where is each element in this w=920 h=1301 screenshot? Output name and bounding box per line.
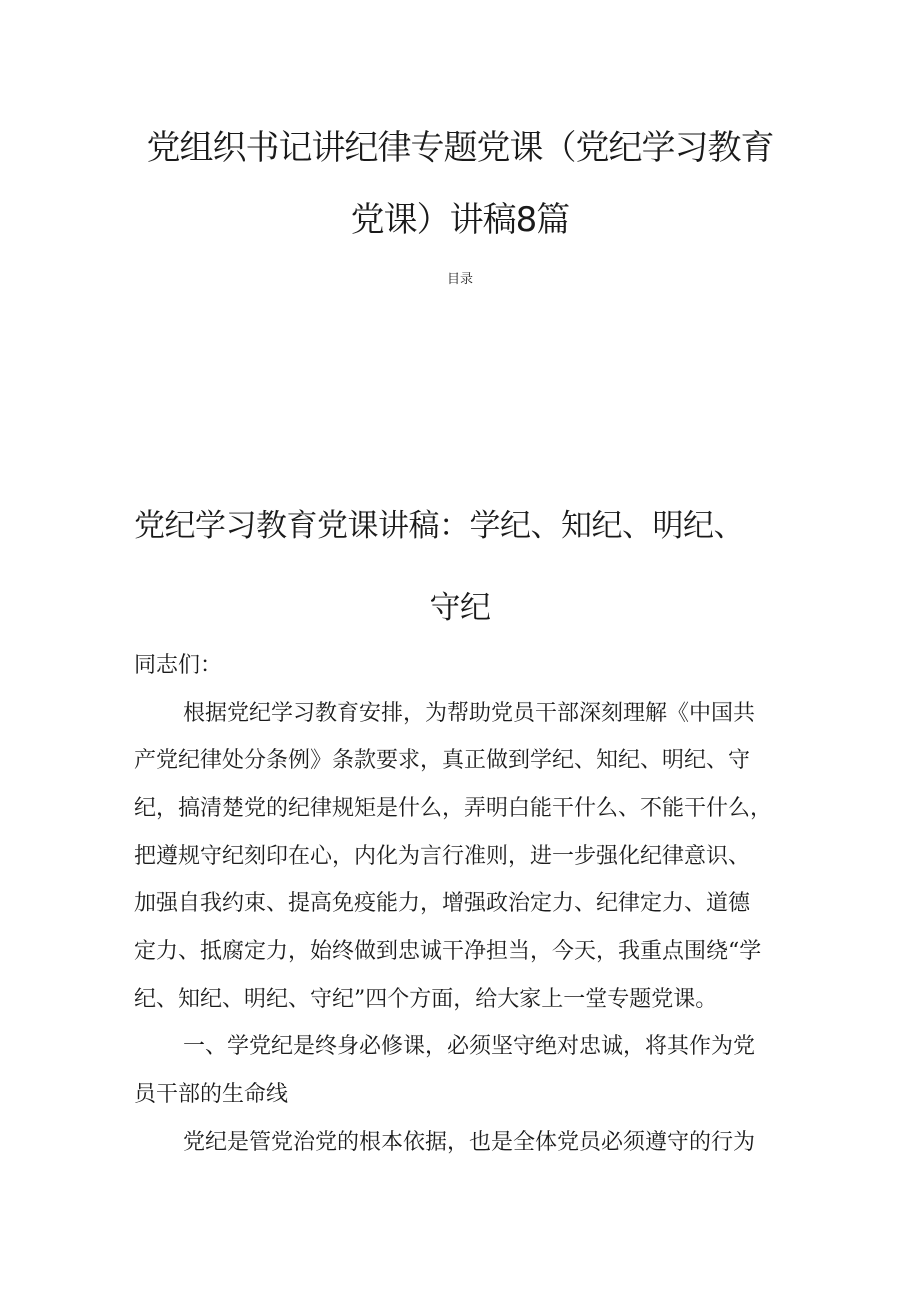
section-heading-line: 一、学党纪是终身必修课，必须坚守绝对忠诚，将其作为党 — [183, 1034, 756, 1059]
table-of-contents-label: 目录 — [446, 272, 473, 287]
section-heading-line: 员干部的生命线 — [134, 1082, 289, 1107]
body-line: 根据党纪学习教育安排，为帮助党员干部深刻理解《中国共 — [183, 701, 756, 726]
salutation: 同志们： — [134, 653, 223, 678]
document-title-line-1: 党组织书记讲纪律专题党课（党纪学习教育 — [146, 128, 774, 168]
document-title-line-2: 党课）讲稿8篇 — [350, 200, 570, 240]
body-line: 纪、知纪、明纪、守纪”四个方面，给大家上一堂专题党课。 — [134, 987, 718, 1012]
body-line: 定力、抵腐定力，始终做到忠诚干净担当，今天，我重点围绕“学 — [134, 939, 762, 964]
body-line: 纪，搞清楚党的纪律规矩是什么，弄明白能干什么、不能干什么， — [134, 796, 773, 821]
body-line: 把遵规守纪刻印在心，内化为言行准则，进一步强化纪律意识、 — [134, 844, 751, 869]
body-line: 党纪是管党治党的根本依据，也是全体党员必须遵守的行为 — [183, 1130, 756, 1155]
section-title-line-1: 党纪学习教育党课讲稿：学纪、知纪、明纪、 — [134, 508, 744, 544]
body-line: 加强自我约束、提高免疫能力，增强政治定力、纪律定力、道德 — [134, 891, 751, 916]
body-line: 产党纪律处分条例》条款要求，真正做到学纪、知纪、明纪、守 — [134, 748, 751, 773]
section-title-line-2: 守纪 — [429, 590, 491, 626]
